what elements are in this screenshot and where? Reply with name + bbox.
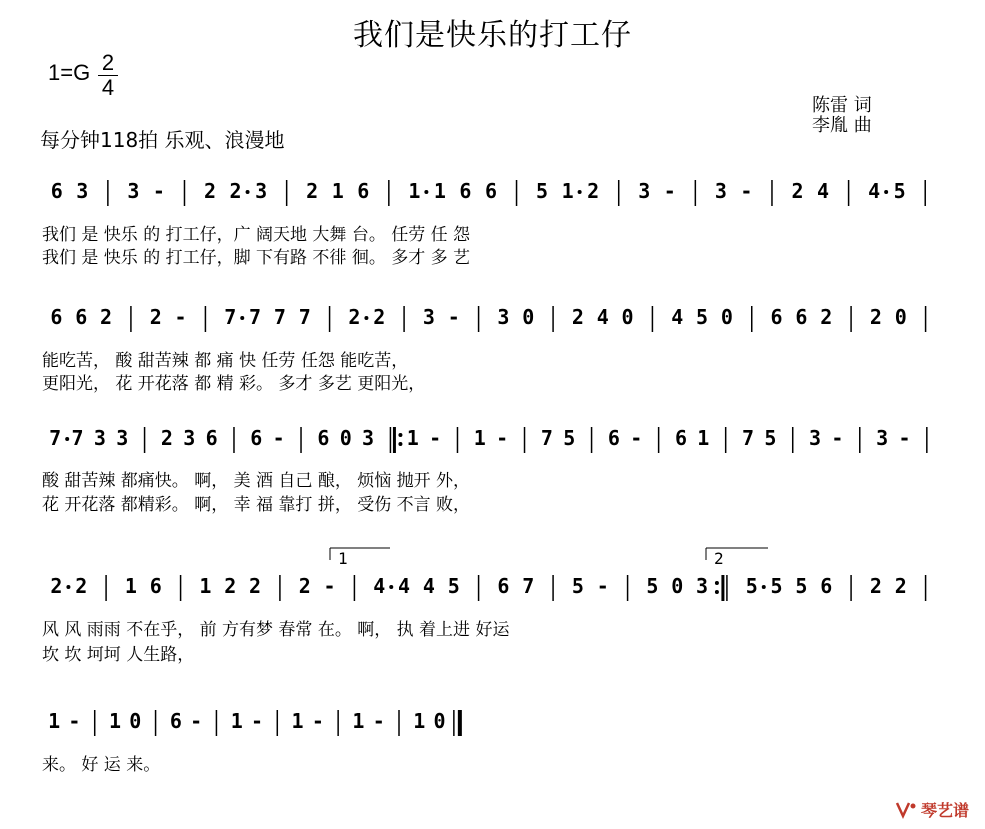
note: - xyxy=(323,574,336,598)
note: - xyxy=(250,709,264,733)
note: 3 xyxy=(876,426,889,450)
note: 3 xyxy=(93,426,106,450)
repeat-dot xyxy=(398,433,402,437)
note: - xyxy=(447,305,460,329)
lyricist-credit: 陈雷 词 xyxy=(812,95,872,116)
note: 2 xyxy=(869,305,882,329)
note: 6 xyxy=(674,426,687,450)
note: 6 xyxy=(50,179,63,203)
note-dot xyxy=(65,437,69,441)
note: 0 xyxy=(339,426,352,450)
note: 6 xyxy=(795,305,808,329)
note: 2 xyxy=(869,574,882,598)
line2-lyric2: 更阳光， 花 开花落 都 精 彩。 多才 多艺 更阳光， xyxy=(42,374,426,394)
note: - xyxy=(190,709,203,733)
line3-lyric1: 酸 甜苦辣 都痛快。 啊， 美 酒 自己 酿， 烦恼 抛开 外， xyxy=(42,471,471,491)
note: 2 xyxy=(791,179,804,203)
note: 6 xyxy=(317,426,330,450)
line5-lyric1: 来。 好 运 来。 xyxy=(42,755,161,775)
note: 2 xyxy=(204,179,217,203)
note: 4 xyxy=(373,574,386,598)
note: 6 xyxy=(75,305,88,329)
note: - xyxy=(596,574,609,598)
note: 1 xyxy=(331,179,344,203)
note: 5 xyxy=(696,305,709,329)
note: 4 xyxy=(398,574,411,598)
note: 7 xyxy=(540,426,553,450)
note: 3 xyxy=(183,426,196,450)
note: 1 xyxy=(291,709,304,733)
note: 6 xyxy=(205,426,218,450)
tempo-marking: 每分钟118拍 乐观、浪漫地 xyxy=(40,128,285,152)
line1-lyric2: 我们 是 快乐 的 打工仔，脚 下有路 不徘 徊。 多才 多 艺 xyxy=(42,248,471,268)
note: 0 xyxy=(621,305,634,329)
meter-top: 2 xyxy=(101,50,115,75)
repeat-dot xyxy=(715,581,719,585)
note-dot xyxy=(762,585,766,589)
note: 2 xyxy=(587,179,600,203)
note-dot xyxy=(578,190,582,194)
note: 7 xyxy=(742,426,755,450)
note: 6 xyxy=(50,305,63,329)
note: 2 xyxy=(75,574,88,598)
note: 5 xyxy=(795,574,808,598)
note: 5 xyxy=(770,574,783,598)
note: - xyxy=(831,426,844,450)
note-dot xyxy=(364,316,368,320)
note: 6 xyxy=(497,574,510,598)
note: 1 xyxy=(697,426,710,450)
note-dot xyxy=(389,585,393,589)
note: 5 xyxy=(745,574,758,598)
note: 1 xyxy=(352,709,365,733)
note: 1 xyxy=(48,709,61,733)
note: 2 xyxy=(229,179,242,203)
meter-bottom: 4 xyxy=(101,75,115,100)
note: 5 xyxy=(764,426,777,450)
note: 6 xyxy=(250,426,263,450)
note: 3 xyxy=(255,179,268,203)
note: 2 xyxy=(348,305,361,329)
note: 6 xyxy=(149,574,162,598)
note: 3 xyxy=(497,305,510,329)
note: 4 xyxy=(671,305,684,329)
note: 3 xyxy=(76,179,89,203)
note: 0 xyxy=(720,305,733,329)
note: 7 xyxy=(522,574,535,598)
note: 1 xyxy=(199,574,212,598)
note: 5 xyxy=(893,179,906,203)
note: 2 xyxy=(249,574,262,598)
note: 5 xyxy=(646,574,659,598)
note: 3 xyxy=(638,179,651,203)
note: 7 xyxy=(224,305,237,329)
note: - xyxy=(740,179,753,203)
key-signature: 1=G xyxy=(48,60,91,85)
note: 0 xyxy=(671,574,684,598)
note: 3 xyxy=(696,574,709,598)
note: 1 xyxy=(408,179,421,203)
note: 3 xyxy=(127,179,140,203)
note: - xyxy=(898,426,911,450)
note: 3 xyxy=(714,179,727,203)
note: 1 xyxy=(473,426,486,450)
note: 6 xyxy=(770,305,783,329)
note-dot xyxy=(66,585,70,589)
note: 2 xyxy=(820,305,833,329)
note: 1 xyxy=(124,574,137,598)
note: 2 xyxy=(50,574,63,598)
note: 6 xyxy=(484,179,498,203)
note: - xyxy=(429,426,442,450)
note: 4 xyxy=(422,574,435,598)
note: - xyxy=(372,709,385,733)
note: 6 xyxy=(607,426,620,450)
note: 7 xyxy=(273,305,286,329)
note: 5 xyxy=(571,574,584,598)
note-dot xyxy=(884,190,888,194)
note: 1 xyxy=(433,179,446,203)
note: 0 xyxy=(894,305,907,329)
line2-lyric1: 能吃苦， 酸 甜苦辣 都 痛 快 任劳 任怨 能吃苦， xyxy=(42,351,409,371)
repeat-dot xyxy=(398,442,402,446)
note: 2 xyxy=(373,305,386,329)
note: 1 xyxy=(413,709,426,733)
composer-credit: 李胤 曲 xyxy=(812,115,872,136)
note: 3 xyxy=(422,305,435,329)
note: 5 xyxy=(447,574,460,598)
note-dot xyxy=(240,316,244,320)
note: 2 xyxy=(149,305,162,329)
note: 5 xyxy=(536,179,549,203)
note: 4 xyxy=(817,179,830,203)
note: 4 xyxy=(868,179,881,203)
note: 0 xyxy=(433,709,446,733)
note: 1 xyxy=(561,179,574,203)
note: - xyxy=(174,305,187,329)
song-title: 我们是快乐的打工仔 xyxy=(353,18,632,53)
note: 7 xyxy=(71,426,84,450)
note: 2 xyxy=(224,574,237,598)
note: 3 xyxy=(809,426,822,450)
note: 1 xyxy=(230,709,243,733)
note: - xyxy=(663,179,676,203)
note: 2 xyxy=(298,574,311,598)
watermark-logo xyxy=(895,798,969,821)
note: 3 xyxy=(362,426,375,450)
note: 0 xyxy=(129,709,142,733)
note: 1 xyxy=(406,426,419,450)
note: 0 xyxy=(522,305,535,329)
note: 2 xyxy=(894,574,907,598)
note: - xyxy=(152,179,165,203)
note: - xyxy=(272,426,285,450)
note: 2 xyxy=(100,305,113,329)
line1-lyric1: 我们 是 快乐 的 打工仔，广 阔天地 大舞 台。 任劳 任 怨 xyxy=(42,225,471,245)
note-dot xyxy=(246,190,250,194)
note: 7 xyxy=(49,426,62,450)
watermark-text: 琴艺谱 xyxy=(920,801,969,820)
note: 7 xyxy=(249,305,262,329)
note: 3 xyxy=(116,426,129,450)
note: 7 xyxy=(298,305,311,329)
note: - xyxy=(496,426,509,450)
note: 6 xyxy=(459,179,472,203)
note: - xyxy=(68,709,81,733)
note: 2 xyxy=(306,179,319,203)
note: - xyxy=(630,426,643,450)
ending-number: 2 xyxy=(714,549,724,568)
ending-number: 1 xyxy=(338,549,348,568)
logo-icon xyxy=(895,800,917,820)
note: 6 xyxy=(357,179,370,203)
note-dot xyxy=(424,190,428,194)
note: - xyxy=(311,709,324,733)
note: 5 xyxy=(563,426,576,450)
line4-lyric2: 坎 坎 坷坷 人生路， xyxy=(42,645,195,665)
repeat-dot xyxy=(715,590,719,594)
note: 4 xyxy=(596,305,609,329)
note: 2 xyxy=(571,305,584,329)
line4-lyric1: 风 风 雨雨 不在乎， 前 方有梦 春常 在。 啊， 执 着上进 好运 xyxy=(42,620,510,640)
note: 6 xyxy=(820,574,833,598)
line3-lyric2: 花 开花落 都精彩。 啊， 幸 福 靠打 拼， 受伤 不言 败， xyxy=(42,495,471,515)
note: 2 xyxy=(160,426,173,450)
note: 1 xyxy=(108,709,122,733)
note: 6 xyxy=(169,709,182,733)
